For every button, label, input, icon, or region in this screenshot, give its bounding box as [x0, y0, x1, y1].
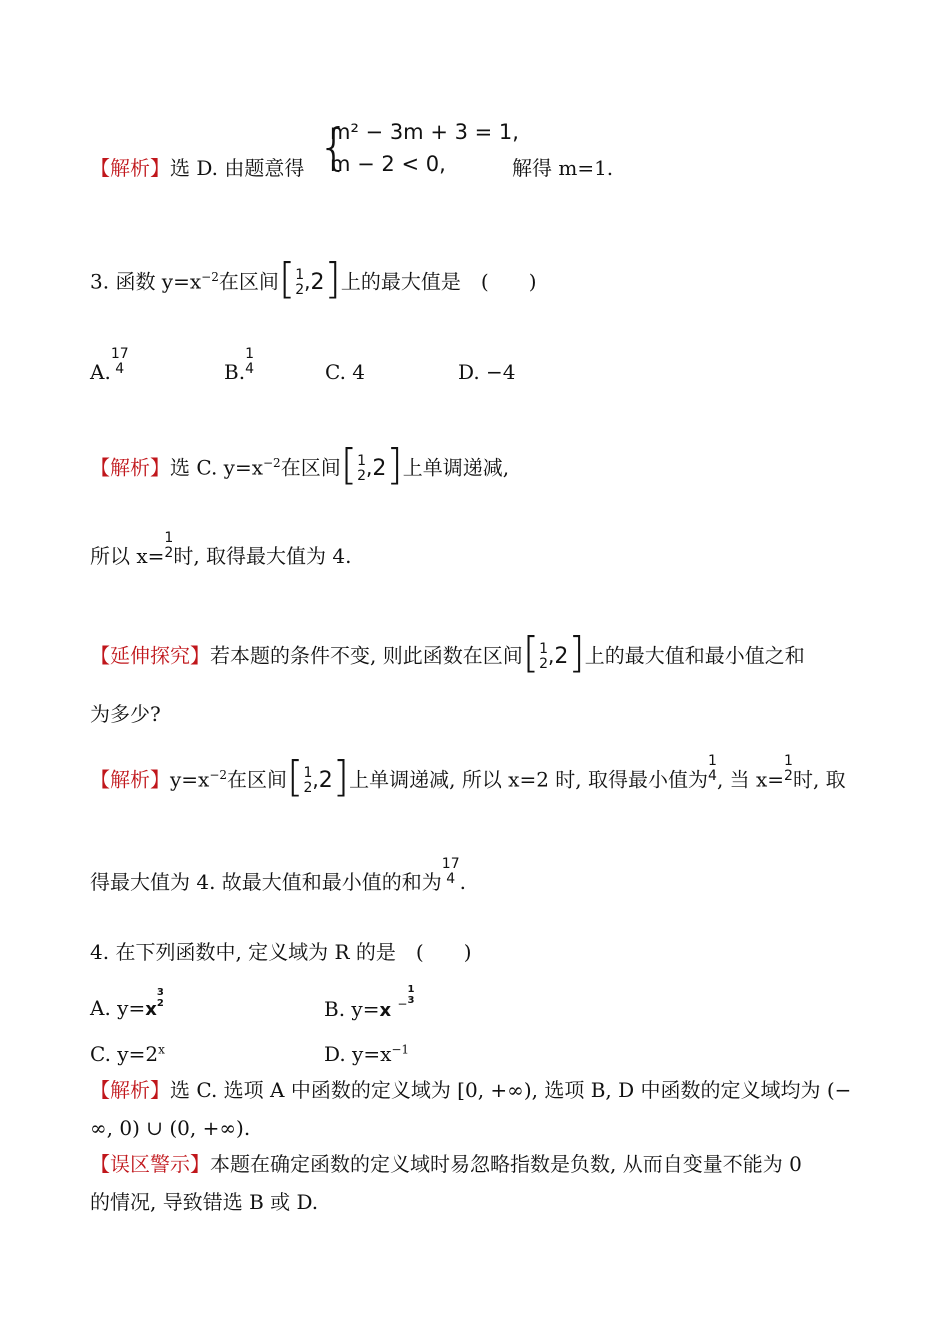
solution-1-line	[90, 158, 304, 178]
interval-half-to-2: [ 1 2 ,2]	[287, 752, 350, 801]
ext-sol-exponent: −2	[209, 767, 228, 782]
q3-sol2-post: 时, 取得最大值为 4.	[173, 544, 352, 568]
q3-stem-end: 上的最大值是 ( )	[340, 269, 537, 294]
q4-b-pre: B. y=	[324, 997, 380, 1021]
q3-stem-mid: 在区间	[218, 269, 279, 294]
option-d: D. −4	[458, 360, 516, 384]
left-brace: {	[318, 118, 350, 176]
q4-option-c	[90, 1044, 165, 1064]
extension-solution-line-1	[90, 752, 846, 802]
q4-option-d	[324, 1044, 409, 1064]
analysis-tag: 【解析】	[90, 767, 170, 792]
solution-1-result: 解得 m=1.	[512, 156, 614, 180]
ext-sol-text: y=x	[170, 767, 210, 792]
q4-d-pre: D. y=x	[324, 1042, 392, 1066]
q3-solution-line-2	[90, 529, 352, 568]
fraction-1-4: 1 4	[245, 345, 254, 377]
q3-sol-exponent: −2	[263, 455, 281, 470]
question-4-stem: 4. 在下列函数中, 定义域为 R 的是 ( )	[90, 940, 472, 964]
extension-tag: 【延伸探究】	[90, 643, 210, 668]
q4-a-pre: A. y=	[90, 996, 146, 1020]
equation-row-2: m − 2 < 0,	[330, 152, 446, 176]
ext-sol2-post: .	[459, 870, 466, 894]
ext-sol-post3: 时, 取	[792, 767, 846, 792]
ext-sol-post2: , 当 x=	[716, 767, 785, 792]
ext-sol2-pre: 得最大值为 4. 故最大值和最小值的和为	[90, 870, 442, 894]
analysis-tag: 【解析】	[90, 455, 170, 480]
extension-solution-line-2	[90, 855, 466, 894]
ext-sol-post1: 上单调递减, 所以 x=2 时, 取得最小值为	[349, 767, 709, 792]
q4-option-a	[90, 987, 164, 1020]
ext-sol-mid: 在区间	[227, 767, 288, 792]
option-b	[224, 345, 254, 384]
q3-stem-text: 3. 函数 y=x	[90, 269, 202, 294]
fraction-17-4: 17 4	[441, 855, 460, 887]
analysis-tag: 【解析】	[90, 1078, 170, 1102]
question-3-stem	[90, 254, 537, 304]
q3-solution-line-1	[90, 440, 510, 490]
fraction-1-4: 1 4	[708, 753, 717, 784]
q4-c-exponent: x	[158, 1042, 165, 1057]
solution-1-text: 选 D. 由题意得	[170, 156, 305, 180]
fraction-half: 1 2	[164, 529, 174, 561]
extension-line-2: 为多少?	[90, 702, 161, 726]
q4-sol-text: 选 C. 选项 A 中函数的定义域为 [0, +∞), 选项 B, D 中函数的定义域均为 (−	[170, 1078, 852, 1102]
extension-line-1	[90, 628, 805, 678]
option-a	[90, 345, 129, 384]
interval-half-to-2: [ 1 2 ,2]	[340, 440, 403, 489]
q3-exponent: −2	[201, 269, 219, 284]
q4-option-b	[324, 984, 415, 1021]
equation-row-1: m² − 3m + 3 = 1,	[330, 120, 519, 144]
ext-text: 若本题的条件不变, 则此函数在区间	[210, 643, 523, 668]
x-power-3-2: x 3 2	[145, 987, 164, 1020]
fraction-17-4: 17 4	[110, 345, 129, 377]
ext-text-end: 上的最大值和最小值之和	[584, 643, 805, 668]
option-c: C. 4	[325, 360, 366, 384]
q4-c-pre: C. y=2	[90, 1042, 159, 1066]
fraction-half: 1 2	[295, 267, 305, 298]
option-b-label: B.	[224, 360, 246, 384]
option-a-label: A.	[90, 360, 111, 384]
warning-line-1	[90, 1154, 802, 1174]
q3-sol-text: 选 C. y=x	[170, 455, 263, 480]
warning-line-2: 的情况, 导致错选 B 或 D.	[90, 1190, 319, 1214]
warning-text: 本题在确定函数的定义域时易忽略指数是负数, 从而自变量不能为 0	[210, 1152, 802, 1176]
interval-half-to-2: [ 1 2 ,2]	[278, 254, 341, 303]
q4-solution-line-1	[90, 1080, 851, 1100]
q4-d-exponent: −1	[391, 1042, 410, 1057]
interval-half-to-2: [ 1 2 ,2]	[522, 628, 585, 677]
q3-sol2-pre: 所以 x=	[90, 544, 165, 568]
x-power-neg-1-3: x − 1 3	[379, 984, 415, 1021]
fraction-half: 1 2	[784, 753, 793, 784]
q4-solution-line-2: ∞, 0) ∪ (0, +∞).	[90, 1116, 251, 1140]
warning-tag: 【误区警示】	[90, 1152, 210, 1176]
q3-sol-end: 上单调递减,	[402, 455, 510, 480]
analysis-tag: 【解析】	[90, 156, 170, 180]
q3-sol-mid: 在区间	[280, 455, 341, 480]
